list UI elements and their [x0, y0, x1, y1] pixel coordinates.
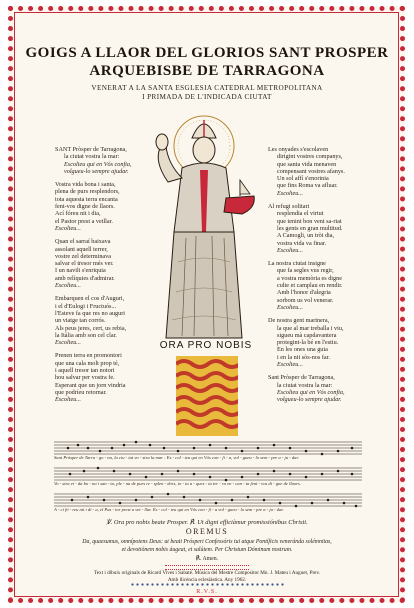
lyric-line: Sant Pròsper de Tarra - go - na, la ciu - tat vo - stra la mar : Es - col - teu qui en Vós con - fi - a, vol - gueu - lo sem - pre a - ju - dar. — [54, 455, 299, 460]
saint-prosper-illustration — [130, 112, 280, 344]
title-line-2: ARQUEBISBE DE TARRAGONA — [89, 63, 325, 79]
verse-line: protegint-la bé en l'estiu. — [277, 339, 339, 347]
verse-line: l'Esteve fa que res no auguri — [55, 309, 126, 317]
stanza — [268, 203, 368, 254]
verse-line: sorbom us vol venerar. — [277, 296, 334, 304]
verse-line: la ciutat vostra la mar: — [277, 381, 333, 389]
blessing-hand — [156, 134, 168, 150]
verse-line: I un navili s'enriquia — [55, 267, 106, 275]
verse-line: dirigint vostres companys, — [277, 153, 343, 161]
verse-line: Ací fóreu nit i dia, — [55, 210, 101, 218]
versicle-response: ℣. Ora pro nobis beate Prosper. ℟. Ut digni efficiàmur promissiónibus Christi. — [106, 519, 308, 526]
verse-line: que fins Roma va afluar. — [277, 182, 338, 190]
stanza — [55, 181, 145, 232]
stanza — [268, 374, 368, 403]
verse-line: tota aquesta terra encanta — [55, 195, 118, 203]
verse-line: la que al mar treballa i viu, — [277, 324, 344, 332]
verse-line: i aquell tresor tan notori — [55, 367, 115, 375]
verse-line: sigueu mà capdavantera — [277, 331, 337, 339]
verse-line: que una cala molt prop té, — [55, 359, 120, 367]
prayer-line-1: Da, quaesumus, omnípotens Deus: ut beati Prósperi Confessóris tui atque Pontíficis veneránda solémnitas, — [82, 539, 332, 545]
verse-line: la Itàlia amb son cel clar. — [55, 331, 117, 339]
verse-line: volgueu-lo sempre ajudar. — [64, 167, 129, 175]
stanza — [55, 352, 145, 403]
verse-line: salvar el tresor més ver. — [55, 260, 114, 268]
verse-line: Escolteu... — [55, 396, 81, 404]
amen-response: ℟. Amen. — [195, 556, 219, 562]
subtitle-line-2: I PRIMADA DE L'INDICADA CIUTAT — [142, 93, 272, 101]
verse-line: Un sol affí s'enorinia — [277, 175, 329, 183]
verse-line: Al refugi solitari — [268, 203, 310, 211]
verse-line: Embarquen el cos d'Auguri, — [55, 295, 125, 303]
verse-line: Escolteu qui en Vós confia, — [277, 388, 345, 396]
verse-line: Amb l'honor d'alegria — [277, 289, 331, 297]
verse-line: Escolteu... — [277, 361, 303, 369]
verse-line: Escolteu... — [55, 282, 81, 290]
verse-line: assolant aquell terrer, — [55, 245, 108, 253]
author-monogram: R.V.S. — [196, 589, 218, 595]
boat-model — [224, 196, 254, 214]
stanza — [55, 146, 145, 175]
oremus-heading: OREMUS — [185, 527, 229, 536]
verse-line: el Pastor prest a vetllar. — [55, 217, 113, 225]
stanza — [55, 295, 145, 346]
verse-line: En les ones una guia — [277, 346, 328, 354]
verse-line: vostre zel determinava — [55, 252, 112, 260]
verse-line: culte et camplau en rendir. — [277, 282, 343, 290]
credits-line-1: Text i dibuix originals de Ricard Vives i Sabaté. Música del Mestre Compositor Mn. J. Mateu i Auguet, Prev. — [93, 570, 321, 576]
verse-line: fent-vos digne de llaors. — [55, 203, 115, 211]
verse-line: compensant vostres afanys. — [277, 167, 345, 175]
verse-line: Quan el sarraí baixava — [55, 238, 111, 246]
verse-line: Vostra vida bona i santa, — [55, 181, 116, 189]
verse-line: Escolteu... — [55, 339, 81, 347]
verse-line: Escolteu... — [277, 246, 303, 254]
verse-line: les gents en gran multitud. — [277, 224, 343, 232]
lyric-line: Vo - stra vi - da bo - na i san - ta, ple - na de purs re - splen - dors, to - ta a - ques - ta ter - ra en - can - ta fent - vos di - gne de llaors. — [54, 481, 301, 486]
verse-line: resplendia el virtut — [277, 210, 324, 218]
stanza — [268, 260, 368, 311]
verse-line: Escolteu qui en Vós confia, — [64, 160, 132, 168]
right-verses — [268, 146, 368, 410]
verse-line: que tenint bon vent sa-riat — [277, 217, 342, 225]
heraldic-waves-emblem — [176, 356, 238, 436]
verse-line: Als peus jeres, cert, us rebia, — [55, 324, 127, 332]
verse-line: que santa vida menaven — [277, 160, 337, 168]
music-score — [54, 440, 362, 518]
blue-dotted-divider — [130, 583, 284, 586]
verse-line: i en la nit sòs-nos far. — [277, 353, 330, 361]
verse-line: que fa segles vus regir, — [277, 267, 334, 275]
left-verses — [55, 146, 145, 410]
verse-line: i el d'Eulogi i Fructuós... — [55, 302, 117, 310]
verse-line: la ciutat vostra la mar: — [64, 153, 120, 161]
stanza — [268, 317, 368, 368]
prayer-line-2: et devotiónem nobis áugeat, et salútem. Per Christum Dóminum nostrum. — [121, 547, 293, 553]
stanza — [55, 238, 145, 289]
ora-pro-nobis-heading: ORA PRO NOBIS — [159, 340, 253, 351]
verse-line: a vostra memòria es digne — [277, 274, 342, 282]
title-line-1: GOIGS A LLAOR DEL GLORIOS SANT PROSPER — [25, 45, 389, 61]
verse-line: que podríeu retornar. — [55, 388, 107, 396]
verse-line: vostra vida va finar. — [277, 239, 327, 247]
verse-line: plena de purs resplendors, — [55, 188, 120, 196]
verse-line: Sant Pròsper de Tarragona, — [268, 374, 335, 382]
verse-line: La nostra ciutat insigne — [268, 260, 326, 268]
stanza — [268, 146, 368, 197]
verse-line: Prenen terra en promontori — [55, 352, 122, 360]
lyric-line: A - cí fó - reu nit i di - a, el Pas - tor prest a vet - llar. Es - col - teu qui en Vós con - fi - a vol - gueu - lo sem - pre a - ju - dar. — [54, 507, 284, 512]
subtitle-line-1: VENERAT A LA SANTA ESGLESIA CATEDRAL METROPOLITANA — [91, 84, 323, 92]
verse-line: A Camogli, un tròt dia, — [277, 232, 335, 240]
robe — [166, 232, 242, 338]
verse-line: Esperant que un jorn vindria — [55, 381, 126, 389]
verse-line: De nostra gent marinera, — [268, 317, 330, 325]
verse-line: Escolteu... — [277, 189, 303, 197]
credits-line-2: Amb llicència eclesiàstica. Any 1962. — [167, 577, 247, 583]
verse-line: Escolteu... — [55, 224, 81, 232]
verse-line: amb relíquies d'admirar. — [55, 274, 115, 282]
verse-line: volgueu-lo sempre ajudar. — [277, 396, 342, 404]
verse-line: SANT Pròsper de Tarragona, — [55, 146, 127, 153]
verse-line: Escolteu... — [277, 303, 303, 311]
verse-line: Les onyades s'escolaven — [268, 146, 329, 153]
face — [193, 137, 215, 163]
verse-line: un viatge tan corrós. — [55, 317, 106, 325]
verse-line: hou salvar per vostra fe. — [55, 374, 115, 382]
